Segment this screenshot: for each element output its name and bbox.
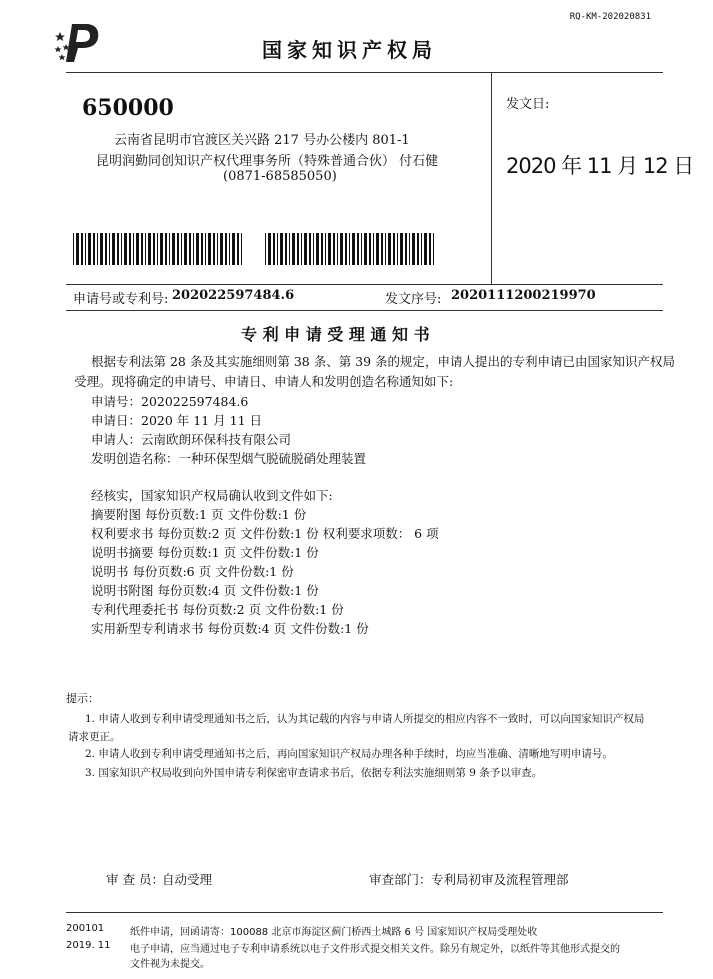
barcode-stripe	[81, 233, 83, 265]
barcode-stripe	[304, 233, 307, 265]
barcode-stripe	[165, 233, 167, 265]
footer-divider	[66, 912, 663, 913]
barcode-stripe	[220, 233, 223, 265]
barcode-stripe	[112, 233, 115, 265]
barcode-stripe	[189, 233, 191, 265]
app-row-top-line	[66, 284, 663, 285]
barcode-stripe	[285, 233, 287, 265]
barcode-stripe	[177, 233, 179, 265]
barcode-stripe	[400, 233, 403, 265]
detail-applicant: 申请人：云南欧朗环保科技有限公司	[91, 432, 292, 447]
barcode-stripe	[85, 233, 86, 265]
barcode-stripe	[105, 233, 107, 265]
barcode-stripe	[393, 233, 395, 265]
barcode-stripe	[193, 233, 194, 265]
footer-electronic-note-cont: 文件视为未提交。	[130, 959, 210, 970]
app-row-bottom-line	[66, 310, 663, 311]
notes-label: 提示：	[66, 692, 99, 705]
examiner-label: 审 查 员：	[106, 872, 164, 887]
barcode-stripe	[145, 233, 146, 265]
barcode-stripe	[133, 233, 134, 265]
detail-app-date: 申请日：2020 年 11 月 11 日	[91, 413, 262, 428]
barcode-stripe	[217, 233, 218, 265]
serial-label: 发文序号:	[385, 292, 442, 307]
barcode-stripe	[141, 233, 143, 265]
barcode-stripe	[405, 233, 407, 265]
file-item: 权利要求书 每份页数:2 页 文件份数:1 份 权利要求项数： 6 项	[91, 526, 439, 541]
barcode-stripe	[97, 233, 98, 265]
barcode-stripe	[309, 233, 311, 265]
intro-line-1: 根据专利法第 28 条及其实施细则第 38 条、第 39 条的规定，申请人提出的专利申请已由国家知识产权局	[91, 354, 676, 369]
barcode-stripe	[213, 233, 215, 265]
barcode-left	[73, 233, 246, 265]
barcode-stripe	[292, 233, 295, 265]
barcode-stripe	[433, 233, 434, 265]
barcode-stripe	[157, 233, 158, 265]
barcode-stripe	[429, 233, 431, 265]
notice-title: 专 利 申 请 受 理 通 知 书	[241, 325, 430, 344]
barcode-stripe	[196, 233, 199, 265]
barcode-stripe	[388, 233, 391, 265]
barcode-stripe	[117, 233, 119, 265]
barcode-stripe	[73, 233, 74, 265]
note-item: 1. 申请人收到专利申请受理通知书之后，认为其记载的内容与申请人所提交的相应内容不一致时，可以向国家知识产权局	[85, 713, 645, 725]
recipient-address: 云南省昆明市官渡区关兴路 217 号办公楼内 801-1	[114, 133, 410, 148]
app-no-value: 202022597484.6	[172, 288, 295, 303]
barcode-stripe	[148, 233, 151, 265]
file-item: 专利代理委托书 每份页数:2 页 文件份数:1 份	[91, 602, 344, 617]
barcode-stripe	[321, 233, 323, 265]
barcode-stripe	[313, 233, 314, 265]
footer-code-2: 2019. 11	[66, 940, 111, 951]
barcode-stripe	[169, 233, 170, 265]
intro-line-2: 受理。现将确定的申请号、申请日、申请人和发明创造名称通知如下:	[74, 374, 454, 389]
barcode-stripe	[328, 233, 331, 265]
barcode-stripe	[109, 233, 110, 265]
barcode-stripe	[349, 233, 350, 265]
footer-electronic-note: 电子申请，应当通过电子专利申请系统以电子文件形式提交相关文件。除另有规定外，以纸件等其他形式提交的	[130, 944, 620, 955]
barcode-stripe	[121, 233, 122, 265]
serial-value: 2020111200219970	[451, 288, 596, 303]
note-item: 请求更正。	[68, 731, 121, 743]
barcode-stripe	[268, 233, 271, 265]
file-item: 摘要附图 每份页数:1 页 文件份数:1 份	[91, 507, 307, 522]
file-item: 实用新型专利请求书 每份页数:4 页 文件份数:1 份	[91, 621, 369, 636]
barcode-stripe	[421, 233, 422, 265]
barcode-stripe	[381, 233, 383, 265]
barcode-stripe	[93, 233, 95, 265]
dept-value: 专利局初审及流程管理部	[431, 872, 569, 887]
barcode-stripe	[373, 233, 374, 265]
barcode-stripe	[136, 233, 139, 265]
barcode-stripe	[280, 233, 283, 265]
agency-contact: 昆明润勤同创知识产权代理事务所（特殊普通合伙） 付石健	[96, 154, 439, 169]
app-no-label: 申请号或专利号:	[73, 292, 169, 307]
postal-code: 650000	[82, 95, 174, 121]
barcode-stripe	[265, 233, 266, 265]
date-column-divider	[491, 72, 492, 284]
barcode-stripe	[241, 233, 242, 265]
barcode-stripe	[289, 233, 290, 265]
barcode-stripe	[361, 233, 362, 265]
barcode-stripe	[100, 233, 103, 265]
barcode-stripe	[376, 233, 379, 265]
footer-code-1: 200101	[66, 923, 105, 934]
barcode-stripe	[273, 233, 275, 265]
send-date-value: 2020 年 11 月 12 日	[506, 154, 694, 178]
barcode-stripe	[297, 233, 299, 265]
send-date-label: 发文日:	[506, 97, 550, 112]
detail-app-no: 申请号：202022597484.6	[91, 394, 249, 409]
barcode-stripe	[364, 233, 367, 265]
barcode-stripe	[409, 233, 410, 265]
barcode-stripe	[325, 233, 326, 265]
office-name: 国家知识产权局	[262, 38, 437, 62]
barcode-stripe	[184, 233, 187, 265]
barcode-stripe	[229, 233, 230, 265]
file-item: 说明书摘要 每份页数:1 页 文件份数:1 份	[91, 545, 319, 560]
barcode-right	[265, 233, 438, 265]
barcode-stripe	[417, 233, 419, 265]
detail-invention-title: 发明创造名称：一种环保型烟气脱硫脱硝处理装置	[91, 451, 367, 466]
confirm-intro: 经核实，国家知识产权局确认收到文件如下:	[91, 488, 333, 503]
examiner-value: 自动受理	[162, 872, 213, 887]
file-item: 说明书附图 每份页数:4 页 文件份数:1 份	[91, 583, 319, 598]
barcode-stripe	[352, 233, 355, 265]
barcode-stripe	[340, 233, 343, 265]
barcode-stripe	[129, 233, 131, 265]
barcode-stripe	[424, 233, 427, 265]
barcode-stripe	[369, 233, 371, 265]
barcode-stripe	[357, 233, 359, 265]
note-item: 2. 申请人收到专利申请受理通知书之后，再向国家知识产权局办理各种手续时，均应当准确、清晰地写明申请号。	[85, 748, 613, 760]
barcode-stripe	[397, 233, 398, 265]
barcode-stripe	[412, 233, 415, 265]
barcode-stripe	[345, 233, 347, 265]
dept-label: 审查部门：	[369, 872, 432, 887]
barcode-stripe	[160, 233, 163, 265]
barcode-stripe	[333, 233, 335, 265]
barcode-stripe	[172, 233, 175, 265]
recipient-phone: (0871-68585050)	[223, 169, 337, 184]
barcode-stripe	[208, 233, 211, 265]
barcode-stripe	[153, 233, 155, 265]
barcode-stripe	[237, 233, 239, 265]
cnipa-logo-icon	[52, 20, 104, 64]
doc-code: RQ-KM-202020831	[569, 12, 651, 22]
header-divider	[66, 72, 663, 73]
barcode-stripe	[301, 233, 302, 265]
barcode-stripe	[205, 233, 206, 265]
barcode-stripe	[124, 233, 127, 265]
note-item: 3. 国家知识产权局收到向外国申请专利保密审查请求书后，依据专利法实施细则第 9 条予以审查。	[85, 767, 543, 779]
barcode-stripe	[385, 233, 386, 265]
file-item: 说明书 每份页数:6 页 文件份数:1 份	[91, 564, 294, 579]
barcode-stripe	[76, 233, 79, 265]
barcode-stripe	[181, 233, 182, 265]
barcode-stripe	[201, 233, 203, 265]
barcode-stripe	[277, 233, 278, 265]
barcode-stripe	[316, 233, 319, 265]
barcode-stripe	[337, 233, 338, 265]
footer-paper-note: 纸件申请，回函请寄：100088 北京市海淀区蓟门桥西土城路 6 号 国家知识产权局受理处收	[130, 927, 538, 938]
barcode-stripe	[225, 233, 227, 265]
barcode-stripe	[88, 233, 91, 265]
barcode-stripe	[232, 233, 235, 265]
